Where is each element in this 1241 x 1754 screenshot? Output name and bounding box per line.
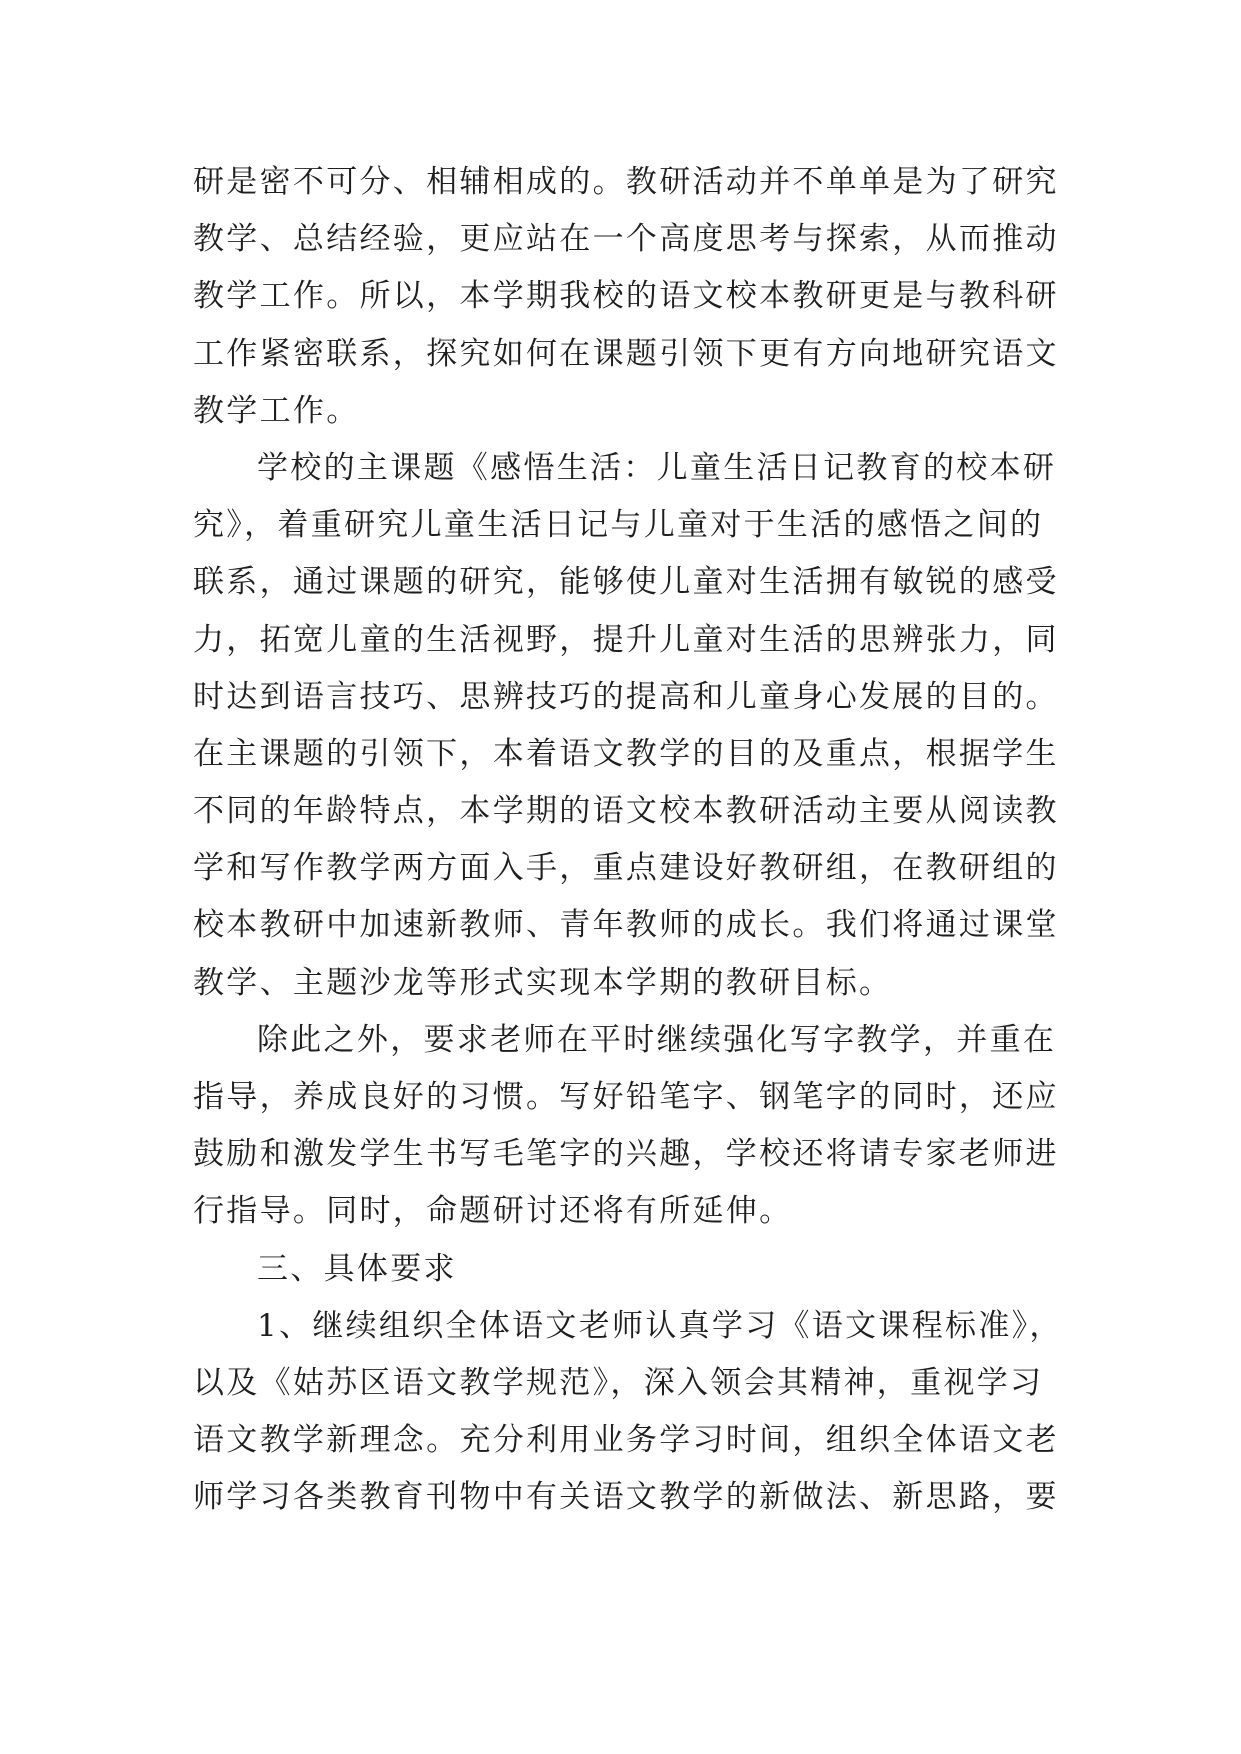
text-line: 联系，通过课题的研究，能够使儿童对生活拥有敏锐的感受: [193, 564, 1059, 601]
text-line: 鼓励和激发学生书写毛笔字的兴趣，学校还将请专家老师进: [193, 1136, 1059, 1173]
text-line: 指导，养成良好的习惯。写好铅笔字、钢笔字的同时，还应: [193, 1079, 1059, 1115]
text-line: 除此之外，要求老师在平时继续强化写字教学，并重在: [257, 1021, 1057, 1058]
text-line: 教学、主题沙龙等形式实现本学期的教研目标。: [193, 964, 893, 1001]
text-line: 学校的主课题《感悟生活：儿童生活日记教育的校本研: [257, 449, 1057, 486]
text-line: 工作紧密联系，探究如何在课题引领下更有方向地研究语文: [193, 335, 1059, 372]
text-line: 教学工作。所以，本学期我校的语文校本教研更是与教科研: [193, 278, 1059, 315]
text-line: 在主课题的引领下，本着语文教学的目的及重点，根据学生: [193, 735, 1059, 772]
text-line: 师学习各类教育刊物中有关语文教学的新做法、新思路，要: [193, 1479, 1059, 1516]
text-line: 究》，着重研究儿童生活日记与儿童对于生活的感悟之间的: [193, 507, 1044, 544]
text-line: 不同的年龄特点，本学期的语文校本教研活动主要从阅读教: [193, 793, 1059, 830]
text-line: 时达到语言技巧、思辨技巧的提高和儿童身心发展的目的。: [193, 678, 1059, 715]
text-line: 研是密不可分、相辅相成的。教研活动并不单单是为了研究: [193, 164, 1059, 200]
text-line: 1、继续组织全体语文老师认真学习《语文课程标准》，: [257, 1307, 1063, 1344]
text-line: 行指导。同时，命题研讨还将有所延伸。: [193, 1193, 793, 1230]
text-line: 教学工作。: [193, 392, 360, 429]
text-line: 语文教学新理念。充分利用业务学习时间，组织全体语文老: [193, 1422, 1059, 1459]
text-line: 学和写作教学两方面入手，重点建设好教研组，在教研组的: [193, 850, 1059, 887]
text-line: 三、具体要求: [257, 1250, 457, 1287]
text-line: 以及《姑苏区语文教学规范》，深入领会其精神，重视学习: [193, 1364, 1044, 1401]
text-line: 教学、总结经验，更应站在一个高度思考与探索，从而推动: [193, 221, 1059, 258]
document-body: [193, 154, 1063, 1527]
text-line: 校本教研中加速新教师、青年教师的成长。我们将通过课堂: [193, 907, 1059, 944]
text-line: 力，拓宽儿童的生活视野，提升儿童对生活的思辨张力，同: [193, 621, 1059, 658]
